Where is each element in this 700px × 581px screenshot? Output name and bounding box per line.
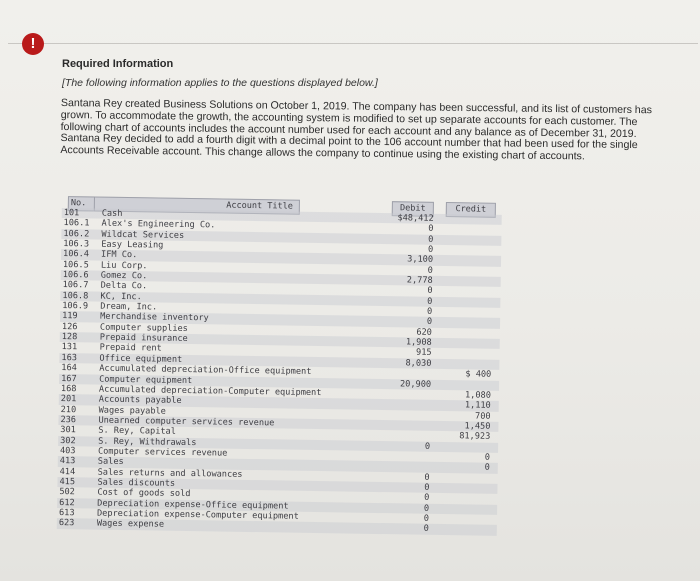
credit-amount — [430, 297, 492, 298]
account-number: 119 — [62, 311, 78, 322]
debit-amount — [379, 368, 431, 369]
account-number: 415 — [59, 476, 76, 488]
debit-amount: 0 — [426, 306, 433, 317]
account-title: Accounts payable — [98, 394, 182, 407]
debit-amount: 0 — [423, 503, 430, 514]
debit-amount: 620 — [416, 327, 432, 338]
account-title: Depreciation expense-Computer equipment — [96, 508, 299, 522]
debit-amount: 0 — [427, 286, 433, 297]
debit-amount: 0 — [424, 472, 430, 483]
credit-amount — [428, 441, 490, 442]
debit-amount — [378, 461, 430, 462]
account-number: 302 — [60, 435, 76, 446]
account-title: Delta Co. — [100, 281, 148, 292]
header-no: No. — [68, 196, 96, 211]
header-credit: Credit — [446, 202, 496, 218]
account-number: 106.2 — [63, 228, 90, 240]
account-title: KC, Inc. — [100, 291, 142, 303]
account-title: Liu Corp. — [100, 260, 148, 272]
credit-amount: 0 — [484, 452, 491, 463]
account-title: Wages expense — [96, 518, 165, 530]
credit-amount — [430, 307, 492, 308]
credit-amount — [430, 338, 492, 339]
debit-amount: 0 — [424, 482, 430, 493]
alert-icon: ! — [22, 33, 44, 55]
account-title: Prepaid rent — [99, 343, 162, 355]
account-title: Computer services revenue — [97, 446, 228, 459]
debit-amount: 0 — [424, 493, 430, 504]
account-number: 106.4 — [63, 249, 90, 260]
credit-amount — [427, 503, 489, 504]
account-title: Accumulated depreciation-Computer equipment — [98, 384, 322, 398]
debit-amount: 8,030 — [405, 358, 432, 369]
debit-amount: 915 — [415, 348, 432, 359]
section-heading: Required Information — [62, 58, 174, 70]
debit-amount: 0 — [427, 265, 433, 276]
account-title: IFM Co. — [100, 249, 138, 261]
account-title: Sales returns and allowances — [97, 467, 243, 480]
credit-amount: 700 — [474, 411, 491, 422]
header-debit: Debit — [392, 201, 434, 217]
account-title: Easy Leasing — [101, 239, 164, 251]
account-number: 403 — [59, 445, 76, 457]
account-title: Cash — [101, 208, 123, 219]
account-number: 106.6 — [62, 270, 89, 281]
debit-amount — [379, 399, 431, 400]
debit-amount: 0 — [423, 524, 429, 535]
account-number: 128 — [61, 332, 78, 343]
account-title: Dream, Inc. — [100, 301, 158, 313]
debit-amount: 0 — [427, 244, 434, 255]
account-title: S. Rey, Capital — [98, 425, 176, 438]
credit-amount — [429, 379, 491, 380]
credit-amount — [430, 328, 492, 329]
account-number: 623 — [58, 518, 75, 529]
account-number: 414 — [59, 466, 76, 477]
debit-amount: 1,908 — [405, 337, 432, 348]
account-title: Prepaid insurance — [99, 332, 188, 345]
account-title: Wildcat Services — [101, 229, 185, 241]
debit-amount: 3,100 — [407, 254, 434, 266]
debit-amount — [378, 451, 430, 452]
account-number: 163 — [61, 352, 78, 364]
credit-amount — [431, 245, 493, 246]
account-number: 201 — [60, 394, 77, 405]
credit-amount — [427, 524, 489, 525]
credit-amount — [431, 276, 493, 277]
credit-amount — [427, 493, 489, 494]
intro-paragraph: Santana Rey created Business Solutions on October 1, 2019. The company has been successful, and its list of customers has grown. To accommodate the growth, the accounting system is modified to set up separate accounts for each customer. The following chart of accounts includes the account number used for each account and any balance as of December 31, 2019. Santana Rey decided to add a fourth digit with a decimal point to the 106 account number that had been used for the single Accounts Receivable account. This change allows the company to continue using the existing chart of accounts. — [60, 97, 652, 163]
credit-amount — [431, 266, 493, 267]
credit-amount: 1,110 — [464, 400, 491, 411]
credit-amount — [432, 224, 494, 225]
debit-amount: $48,412 — [397, 213, 434, 224]
account-number: 210 — [60, 404, 77, 415]
credit-amount — [430, 317, 492, 318]
debit-amount: 2,778 — [406, 275, 433, 286]
account-number: 301 — [60, 425, 76, 436]
credit-amount — [427, 514, 489, 515]
credit-amount: 1,450 — [464, 421, 491, 432]
account-title: Cost of goods sold — [97, 487, 191, 500]
account-title: Sales discounts — [97, 477, 176, 489]
debit-amount — [378, 430, 430, 431]
account-number: 131 — [61, 342, 78, 353]
account-title: Gomez Co. — [100, 270, 148, 282]
credit-amount — [431, 286, 493, 287]
account-title: Sales — [97, 456, 124, 468]
chart-of-accounts-table — [56, 196, 502, 579]
debit-amount: 20,900 — [399, 378, 432, 390]
account-title: Merchandise inventory — [100, 312, 209, 324]
credit-amount: 81,923 — [459, 431, 491, 442]
account-number: 106.8 — [62, 290, 89, 302]
credit-amount — [429, 359, 491, 360]
account-number: 613 — [58, 507, 75, 519]
credit-amount — [428, 483, 490, 484]
debit-amount: 0 — [424, 441, 431, 452]
top-divider — [8, 43, 698, 44]
credit-amount — [432, 214, 494, 215]
account-title: Alex's Engineering Co. — [101, 218, 216, 231]
account-number: 167 — [61, 373, 77, 384]
account-number: 106.1 — [63, 218, 90, 229]
account-title: Wages payable — [98, 405, 166, 417]
account-number: 106.3 — [63, 239, 90, 250]
debit-amount: 0 — [426, 317, 433, 328]
applies-note: [The following information applies to the questions displayed below.] — [62, 77, 378, 89]
credit-amount: 1,080 — [464, 390, 491, 401]
credit-amount: 0 — [484, 462, 490, 474]
account-title: Accumulated depreciation-Office equipment — [99, 363, 312, 378]
account-title: Computer equipment — [99, 374, 193, 386]
account-title: S. Rey, Withdrawals — [98, 436, 197, 448]
debit-amount: 0 — [423, 513, 430, 524]
account-number: 612 — [59, 497, 75, 508]
account-title: Computer supplies — [99, 322, 188, 334]
account-number: 164 — [61, 363, 77, 374]
debit-amount — [379, 389, 431, 390]
debit-amount: 0 — [427, 296, 433, 307]
debit-amount — [379, 410, 431, 411]
debit-amount — [379, 420, 431, 421]
header-account-title: Account Title — [94, 197, 300, 215]
debit-amount: 0 — [428, 224, 434, 235]
credit-amount — [430, 348, 492, 349]
credit-amount — [431, 255, 493, 256]
account-title: Office equipment — [99, 353, 183, 365]
account-number: 502 — [59, 487, 75, 498]
account-number: 236 — [60, 414, 77, 426]
credit-amount — [428, 472, 490, 473]
credit-amount — [431, 234, 493, 235]
account-number: 106.7 — [62, 280, 89, 291]
debit-amount: 0 — [428, 234, 434, 245]
account-number: 413 — [59, 456, 76, 467]
account-number: 168 — [60, 383, 77, 395]
account-number: 106.9 — [62, 301, 89, 312]
account-number: 126 — [61, 321, 78, 333]
account-title: Unearned computer services revenue — [98, 415, 275, 429]
table-body — [57, 208, 502, 536]
account-number: 101 — [63, 208, 80, 219]
credit-amount: $ 400 — [465, 369, 492, 380]
account-number: 106.5 — [62, 259, 89, 271]
account-title: Depreciation expense-Office equipment — [97, 498, 289, 512]
